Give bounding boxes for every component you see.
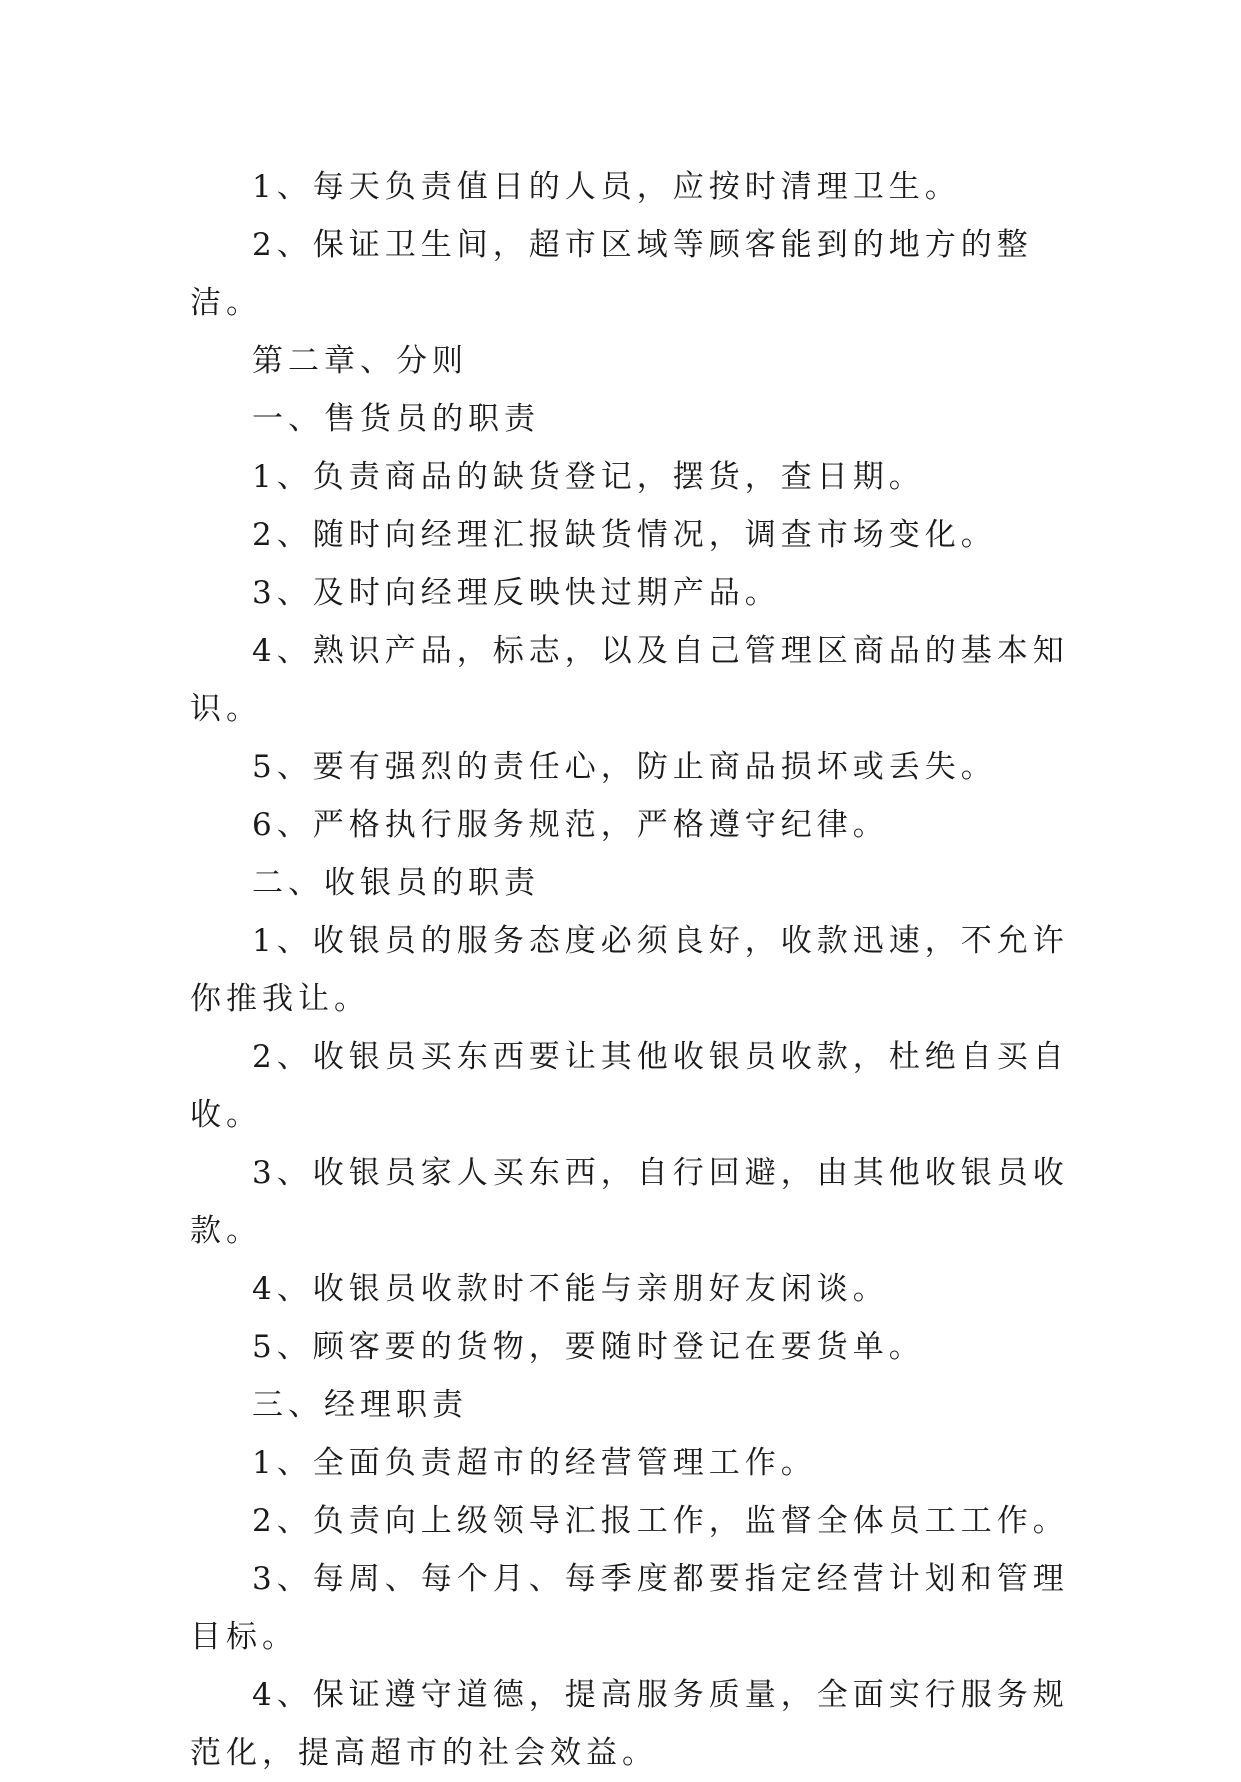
- paragraph: 1、负责商品的缺货登记，摆货，查日期。: [252, 459, 925, 495]
- paragraph: 3、每周、每个月、每季度都要指定经营计划和管理目标。: [190, 1561, 1069, 1655]
- paragraph: 1、全面负责超市的经营管理工作。: [252, 1445, 817, 1481]
- paragraph: 3、及时向经理反映快过期产品。: [252, 575, 781, 611]
- section-heading: 三、经理职责: [252, 1387, 468, 1423]
- section-heading: 二、收银员的职责: [252, 865, 540, 901]
- paragraph: 6、严格执行服务规范，严格遵守纪律。: [252, 807, 889, 843]
- paragraph: 2、保证卫生间，超市区域等顾客能到的地方的整洁。: [190, 227, 1033, 321]
- paragraph: 2、收银员买东西要让其他收银员收款，杜绝自买自收。: [190, 1039, 1069, 1133]
- chapter-heading: 第二章、分则: [252, 343, 468, 379]
- paragraph: 5、要有强烈的责任心，防止商品损坏或丢失。: [252, 749, 997, 785]
- paragraph: 4、熟识产品，标志，以及自己管理区商品的基本知识。: [190, 633, 1069, 727]
- paragraph: 4、保证遵守道德，提高服务质量，全面实行服务规范化，提高超市的社会效益。: [190, 1677, 1069, 1771]
- paragraph: 2、负责向上级领导汇报工作，监督全体员工工作。: [252, 1503, 1069, 1539]
- paragraph: 4、收银员收款时不能与亲朋好友闲谈。: [252, 1271, 889, 1307]
- document-body: [190, 158, 1085, 1782]
- paragraph: 3、收银员家人买东西，自行回避，由其他收银员收款。: [190, 1155, 1069, 1249]
- paragraph: 5、顾客要的货物，要随时登记在要货单。: [252, 1329, 925, 1365]
- section-heading: 一、售货员的职责: [252, 401, 540, 437]
- paragraph: 2、随时向经理汇报缺货情况，调查市场变化。: [252, 517, 997, 553]
- paragraph: 1、每天负责值日的人员，应按时清理卫生。: [252, 169, 961, 205]
- paragraph: 1、收银员的服务态度必须良好，收款迅速，不允许你推我让。: [190, 923, 1069, 1017]
